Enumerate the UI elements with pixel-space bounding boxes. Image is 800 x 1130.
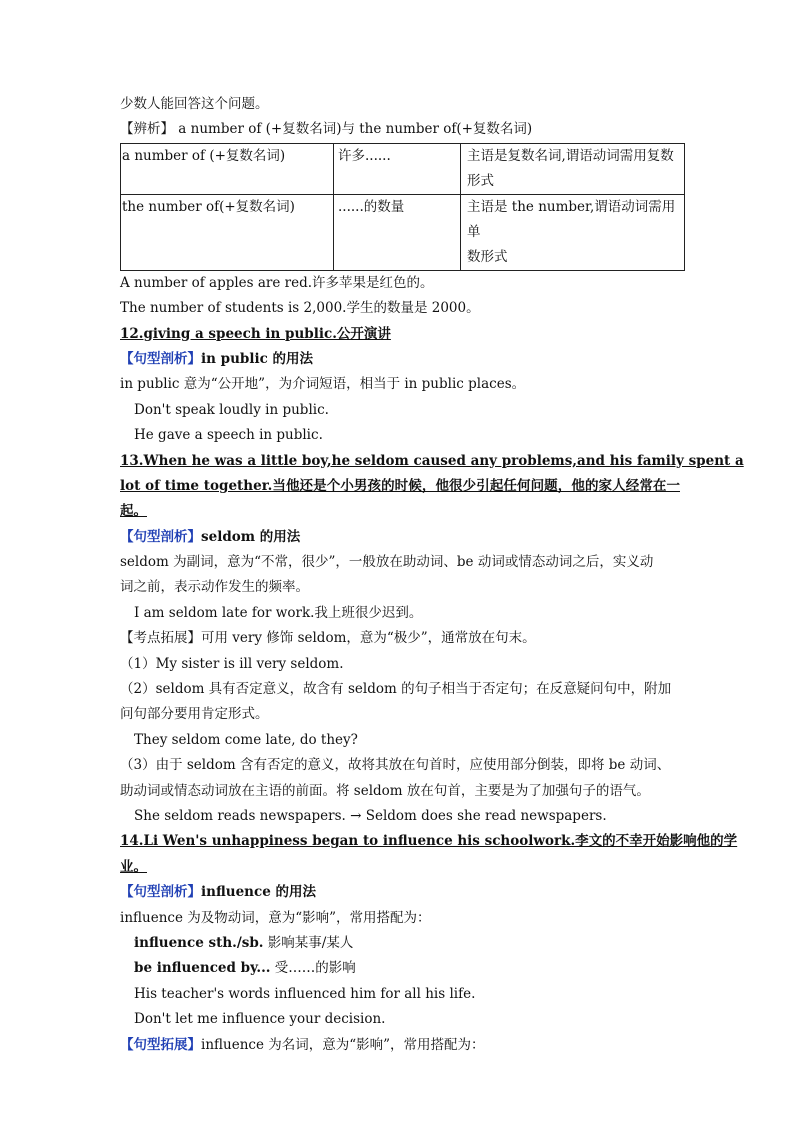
- analysis-tag: 【句型剖析】: [120, 528, 201, 545]
- analysis-topic: influence 的用法: [201, 884, 316, 901]
- analysis-tag: 【句型剖析】: [120, 884, 201, 901]
- note-line: 数形式: [467, 248, 508, 265]
- point-2: （2）seldom 具有否定意义，故含有 seldom 的句子相当于否定句；在反意疑问句中，附加: [120, 681, 672, 698]
- section-12-heading: 12.giving a speech in public.公开演讲: [120, 325, 391, 342]
- comparison-table: [120, 143, 685, 271]
- bianxi-label: 【辨析】: [120, 121, 174, 138]
- table-cell-phrase: a number of (+复数名词): [121, 143, 334, 194]
- example-sentence: Don't let me influence your decision.: [134, 1011, 386, 1028]
- table-cell-meaning: 许多......: [334, 143, 461, 194]
- exam-point-extension: 【考点拓展】可用 very 修饰 seldom，意为“极少”，通常放在句末。: [120, 630, 536, 647]
- section-12-desc: in public 意为“公开地”，为介词短语，相当于 in public places。: [120, 376, 526, 393]
- section-12-analysis: [120, 347, 680, 372]
- note-line: 主语是 the number,谓语动词需用单: [467, 198, 676, 240]
- example-sentence: They seldom come late, do they?: [134, 731, 358, 748]
- table-row: [121, 143, 685, 194]
- section-13-heading: 起。: [120, 503, 147, 520]
- table-cell-note: [461, 194, 685, 270]
- collocation: [120, 931, 680, 956]
- point-3: （3）由于 seldom 含有否定的意义，故将其放在句首时，应使用部分倒装，即将 be 动词、: [120, 757, 671, 774]
- collocation-meaning: 受……的影响: [270, 960, 356, 977]
- section-14-desc: influence 为及物动词，意为“影响”，常用搭配为：: [120, 909, 431, 926]
- analysis-topic: in public 的用法: [201, 350, 314, 367]
- point-3: 助动词或情态动词放在主语的前面。将 seldom 放在句首，主要是为了加强句子的语气。: [120, 782, 650, 799]
- bianxi-text: a number of (+复数名词)与 the number of(+复数名词): [174, 121, 533, 138]
- table-cell-phrase: the number of(+复数名词): [121, 194, 334, 270]
- section-13-desc: seldom 为副词，意为“不常，很少”，一般放在助动词、be 动词或情态动词之后，实义动: [120, 554, 654, 571]
- analysis-topic: seldom 的用法: [201, 528, 301, 545]
- section-14-analysis: [120, 880, 680, 905]
- table-cell-meaning: ......的数量: [334, 194, 461, 270]
- example-apples: A number of apples are red.许多苹果是红色的。: [120, 274, 434, 291]
- section-14-extension: [120, 1033, 680, 1058]
- collocation: [120, 956, 680, 981]
- intro-line: 少数人能回答这个问题。: [120, 96, 269, 112]
- extension-text: influence 为名词，意为“影响”，常用搭配为：: [201, 1036, 485, 1053]
- point-2: 问句部分要用肯定形式。: [120, 706, 269, 723]
- section-13-heading: lot of time together.当他还是个小男孩的时候，他很少引起任何问题，他的家人经常在一: [120, 477, 680, 494]
- collocation-phrase: influence sth./sb.: [134, 934, 264, 951]
- section-13-heading: 13.When he was a little boy,he seldom caused any problems,and his family spent a: [120, 452, 744, 469]
- analysis-tag: 【句型剖析】: [120, 350, 201, 367]
- example-sentence: I am seldom late for work.我上班很少迟到。: [134, 604, 423, 621]
- table-cell-note: [461, 143, 685, 194]
- example-sentence: Don't speak loudly in public.: [134, 401, 329, 418]
- section-13-analysis: [120, 525, 680, 550]
- section-14-heading: 14.Li Wen's unhappiness began to influence his schoolwork.李文的不幸开始影响他的学: [120, 833, 738, 850]
- example-sentence: She seldom reads newspapers. → Seldom does she read newspapers.: [134, 807, 607, 824]
- collocation-phrase: be influenced by...: [134, 960, 271, 977]
- point-1: （1）My sister is ill very seldom.: [120, 655, 344, 672]
- section-13-desc: 词之前，表示动作发生的频率。: [120, 579, 309, 596]
- section-14-heading: 业。: [120, 858, 147, 875]
- document-page: [120, 92, 744, 1058]
- extension-tag: 【句型拓展】: [120, 1036, 201, 1053]
- bianxi-line: [120, 117, 680, 142]
- note-line: 主语是复数名词,谓语动词需用复数: [467, 147, 674, 164]
- note-line: 形式: [467, 172, 494, 189]
- collocation-meaning: 影响某事/某人: [263, 934, 354, 951]
- example-students: The number of students is 2,000.学生的数量是 2000。: [120, 300, 480, 317]
- example-sentence: His teacher's words influenced him for all his life.: [134, 985, 476, 1002]
- example-sentence: He gave a speech in public.: [134, 427, 323, 444]
- table-row: [121, 194, 685, 270]
